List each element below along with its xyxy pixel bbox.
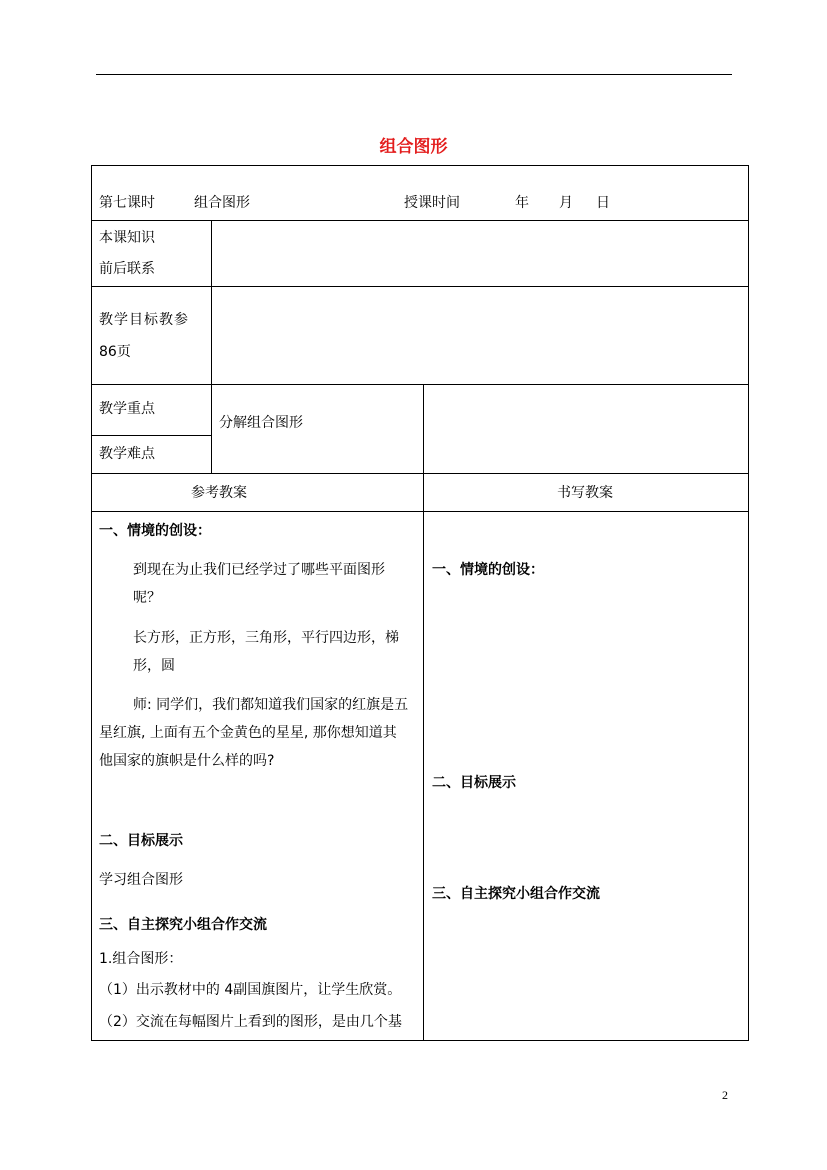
left-section-3-item-3: （2）交流在每幅图片上看到的图形，是由几个基 bbox=[99, 1014, 402, 1030]
left-section-3-item-2: （1）出示教材中的 4副国旗图片，让学生欣赏。 bbox=[99, 982, 402, 998]
key-point-label: 教学重点 bbox=[99, 401, 155, 417]
goals-label-2: 86页 bbox=[99, 344, 131, 360]
right-section-1-heading: 一、情境的创设： bbox=[432, 562, 544, 578]
left-answer-line-1: 长方形，正方形，三角形，平行四边形，梯 bbox=[133, 630, 399, 646]
table-border-right bbox=[748, 165, 749, 1041]
table-border-top bbox=[91, 165, 749, 166]
left-section-2-heading: 二、目标展示 bbox=[99, 833, 183, 849]
row-divider bbox=[91, 286, 749, 287]
left-answer-line-2: 形，圆 bbox=[133, 658, 175, 674]
left-section-3-heading: 三、自主探究小组合作交流 bbox=[99, 917, 267, 933]
lesson-topic: 组合图形 bbox=[194, 195, 250, 211]
day-label: 日 bbox=[596, 195, 610, 211]
left-teacher-line-3: 他国家的旗帜是什么样的吗? bbox=[99, 753, 275, 769]
left-section-2-text: 学习组合图形 bbox=[99, 872, 183, 888]
key-content: 分解组合图形 bbox=[219, 415, 303, 431]
left-section-3-item-1: 1.组合图形： bbox=[99, 951, 183, 967]
header-rule bbox=[96, 74, 732, 75]
left-question-line-1: 到现在为止我们已经学过了哪些平面图形 bbox=[133, 562, 385, 578]
lesson-plan-table bbox=[91, 165, 749, 1041]
page-number: 2 bbox=[722, 1088, 728, 1102]
month-label: 月 bbox=[559, 195, 573, 211]
knowledge-label-1: 本课知识 bbox=[99, 230, 155, 246]
row-divider bbox=[91, 473, 749, 474]
column-divider bbox=[423, 384, 424, 1041]
left-section-1-heading: 一、情境的创设： bbox=[99, 523, 211, 539]
row-divider bbox=[91, 511, 749, 512]
lesson-number: 第七课时 bbox=[99, 195, 155, 211]
difficulty-label: 教学难点 bbox=[99, 446, 155, 462]
row-divider bbox=[91, 220, 749, 221]
left-teacher-line-1: 师: 同学们，我们都知道我们国家的红旗是五 bbox=[133, 697, 409, 713]
left-column-header: 参考教案 bbox=[191, 485, 247, 501]
column-divider bbox=[211, 220, 212, 474]
left-question-line-2: 呢？ bbox=[133, 590, 161, 606]
right-column-header: 书写教案 bbox=[557, 485, 613, 501]
time-label: 授课时间 bbox=[404, 195, 460, 211]
page-title: 组合图形 bbox=[379, 137, 448, 157]
table-border-bottom bbox=[91, 1040, 749, 1041]
row-divider bbox=[91, 435, 212, 436]
goals-label-1: 教学目标教参 bbox=[99, 312, 189, 328]
right-section-2-heading: 二、目标展示 bbox=[432, 775, 516, 791]
knowledge-label-2: 前后联系 bbox=[99, 261, 155, 277]
left-teacher-line-2: 星红旗, 上面有五个金黄色的星星, 那你想知道其 bbox=[99, 725, 397, 741]
year-label: 年 bbox=[515, 195, 529, 211]
row-divider bbox=[91, 384, 749, 385]
table-border-left bbox=[91, 165, 92, 1041]
right-section-3-heading: 三、自主探究小组合作交流 bbox=[432, 886, 600, 902]
